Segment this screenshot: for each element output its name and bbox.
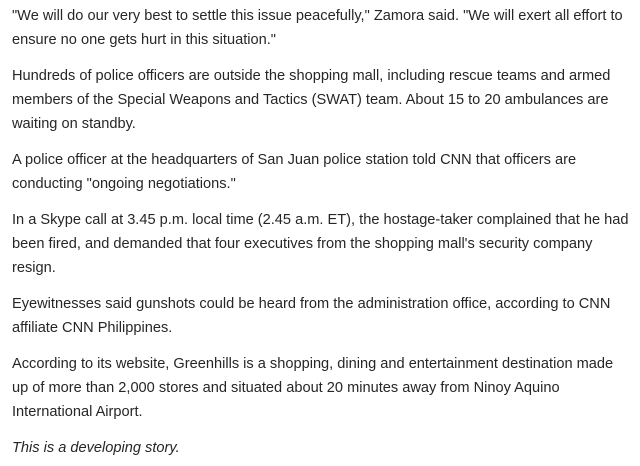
paragraph-negotiations: A police officer at the headquarters of San Juan police station told CNN that officers are conducting "ongoing negotiations." xyxy=(12,152,577,192)
paragraph-eyewitnesses: Eyewitnesses said gunshots could be heard from the administration office, according to CNN affiliate CNN Philippines. xyxy=(12,296,611,336)
paragraph-greenhills: According to its website, Greenhills is a shopping, dining and entertainment destination made up of more than 2,000 stores and situated about 20 minutes away from Ninoy Aquino International Airport. xyxy=(12,356,614,420)
developing-story-note: This is a developing story. xyxy=(12,440,180,456)
paragraph-police-presence: Hundreds of police officers are outside the shopping mall, including rescue teams and armed members of the Special Weapons and Tactics (SWAT) team. About 15 to 20 ambulances are waiting on standby. xyxy=(12,68,611,132)
paragraph-zamora-quote: "We will do our very best to settle this issue peacefully," Zamora said. "We will exert all effort to ensure no one gets hurt in this situation." xyxy=(12,8,623,48)
paragraph-skype-call: In a Skype call at 3.45 p.m. local time (2.45 a.m. ET), the hostage-taker complained that he had been fired, and demanded that four executives from the shopping mall's security company resign. xyxy=(12,212,629,276)
